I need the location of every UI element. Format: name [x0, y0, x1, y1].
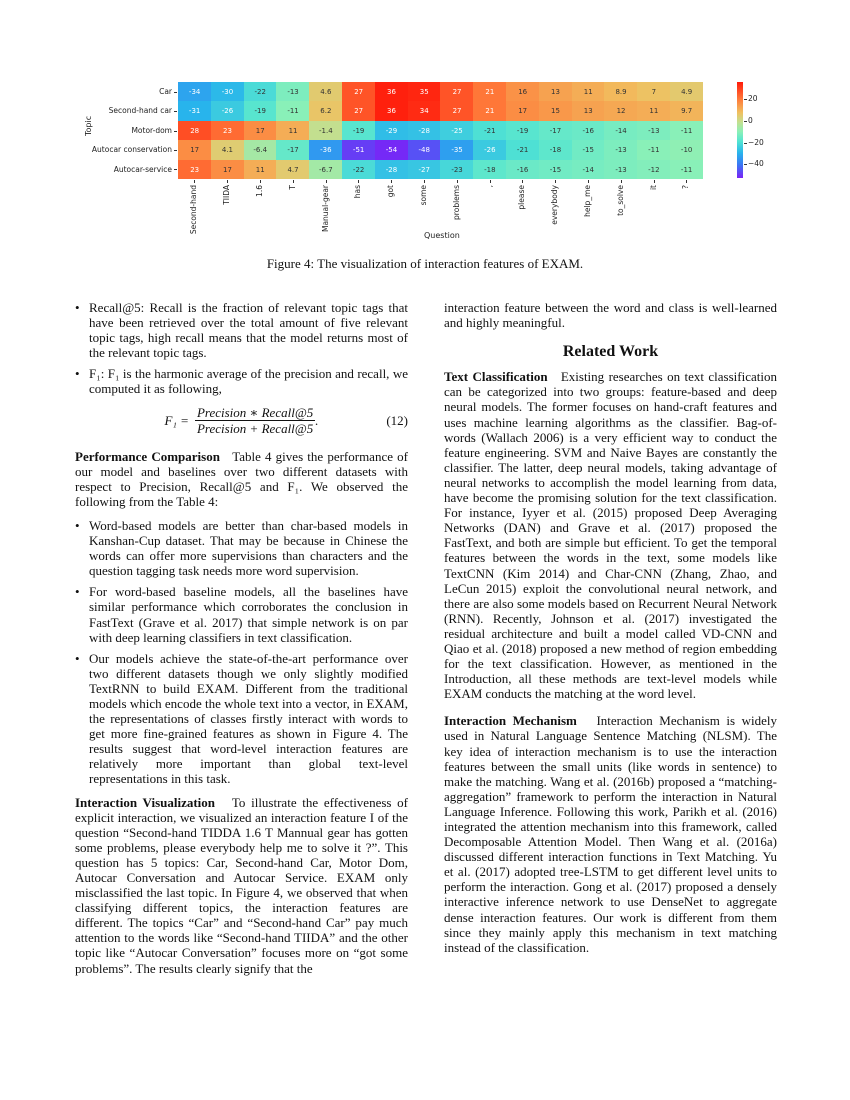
right-column	[444, 300, 777, 964]
column-label: everybody	[550, 185, 560, 225]
heatmap-cell: 27	[342, 82, 375, 102]
column-label: T	[287, 185, 297, 190]
heatmap-cell: -1.4	[309, 121, 342, 141]
column-label: TIIDA	[222, 185, 232, 205]
column-label: problems	[451, 185, 461, 220]
bullet-f1	[75, 366, 408, 396]
paragraph-text: Existing researches on text classification can be categorized into two groups: feature-based and deep neural models. The former focuses on hand-craft features and uses machine learning algorithms as the classifier. Bag-of-words (Wallach 2006) is a very efficient way to conduct the feature engineering. SVM and Naive Bayes are constantly the classifier. The latter, deep neural models, taking advantage of neural networks to accomplish the model learning from data, have become the promising solution for the text classification. For instance, Iyyer et al. (2015) proposed Deep Averaging Networks (DAN) and Grave et al. (2017) proposed the FastText, and both are simple but efficient. To get the temporal features between the words in the text, some models like TextCNN (Kim 2014) and Char-CNN (Zhang, Zhao, and LeCun 2015) exploit the convolutional neural network, and there are also some models based on Recurrent Neural Network (RNN). Recently, Johnson et al. (2017) investigated the residual architecture and built a model called VD-CNN and Qiao et al. (2018) proposed a new method of region embedding for the text classification. However, as mentioned in the Introduction, all these methods are text-level models while EXAM conducts the matching at the word level.	[444, 369, 777, 702]
column-label: 1.6	[255, 185, 264, 197]
column-tick	[621, 180, 622, 183]
heatmap-cell: -27	[408, 160, 441, 180]
column-tick	[194, 180, 195, 183]
visualization-paragraph	[75, 795, 408, 976]
heatmap-cell: -19	[506, 121, 539, 141]
interaction-mechanism-paragraph	[444, 713, 777, 955]
column-label: it	[648, 185, 658, 191]
heatmap-cell: 12	[604, 101, 637, 121]
heatmap-cell: 27	[342, 101, 375, 121]
column-tick	[686, 180, 687, 183]
bullet-text: For word-based baseline models, all the baselines have similar performance which corroborates the conclusion in FastText (Grave et al. 2017) that simple network is on par with deep learning classifiers in text classification.	[89, 584, 408, 645]
heatmap-cell: -6.4	[244, 140, 277, 160]
heatmap-cell: -21	[473, 121, 506, 141]
heatmap-cell: -22	[342, 160, 375, 180]
bullet-icon: •	[75, 517, 80, 533]
heatmap-cell: 7	[637, 82, 670, 102]
heatmap-cell: -13	[276, 82, 309, 102]
figure-caption: Figure 4: The visualization of interaction features of EXAM.	[266, 256, 584, 271]
heatmap-cell: 36	[375, 101, 408, 121]
column-tick	[588, 180, 589, 183]
column-tick	[522, 180, 523, 183]
heatmap-cell: -6.7	[309, 160, 342, 180]
bullet-text: Word-based models are better than char-based models in Kanshan-Cup dataset. That may be because in Chinese the words can offer more supervisions than characters and the question tagging task needs more word supervision.	[89, 517, 408, 579]
column-tick	[227, 180, 228, 183]
heatmap-cell: -28	[408, 121, 441, 141]
column-label: has	[353, 185, 363, 199]
bullet-icon: •	[75, 366, 80, 382]
heatmap-cell: -54	[375, 140, 408, 160]
heatmap-cell: 11	[276, 121, 309, 141]
heatmap-cell: -28	[375, 160, 408, 180]
heatmap-cell: -10	[670, 140, 703, 160]
heatmap-cell: 4.1	[211, 140, 244, 160]
heatmap-cell: -22	[244, 82, 277, 102]
equation-suffix: .	[315, 413, 319, 429]
heatmap-cell: 15	[539, 101, 572, 121]
heatmap-cell: -26	[211, 101, 244, 121]
heatmap-cell: -31	[178, 101, 211, 121]
heatmap-cell: -48	[408, 140, 441, 160]
column-tick	[260, 180, 261, 183]
row-label: Motor-dom	[131, 125, 172, 135]
heatmap-cell: 17	[244, 121, 277, 141]
heatmap-cell: 16	[506, 82, 539, 102]
colorbar-tick: −20	[748, 138, 764, 147]
heatmap-cell: -16	[572, 121, 605, 141]
heatmap-cell: 35	[408, 82, 441, 102]
heatmap-cell: -11	[276, 101, 309, 121]
bullet-icon: •	[75, 300, 80, 315]
continuation-paragraph: interaction feature between the word and class is well-learned and highly meaningful.	[444, 300, 777, 331]
row-label: Second-hand car	[108, 106, 172, 116]
heatmap-cell: -18	[539, 140, 572, 160]
paragraph-text: Table 4 gives the performance of our model and baselines over two different datasets with respect to Precision, Recall@5 and F₁. We observed the following from the Table 4:	[75, 448, 408, 509]
heatmap-cell: -11	[637, 140, 670, 160]
heatmap-cell: -13	[604, 160, 637, 180]
text-classification-paragraph	[444, 369, 777, 701]
run-in-heading: Interaction Mechanism	[444, 713, 577, 729]
heatmap-cell: -25	[440, 121, 473, 141]
heatmap-cell: -21	[506, 140, 539, 160]
paragraph-text: Interaction Mechanism is widely used in Natural Language Sentence Matching (NLSM). The key idea of interaction mechanism is to use the interaction features between the small units (like words in sentence) to make the matching. Wang et al. (2016b) proposed a “matching-aggregation” framework to perform the interaction in Natural Language Inference. Following this work, Parikh et al. (2016) integrated the attention mechanism into this framework, called Decomposable Attention Model. Then Wang et al. (2016a) discussed different interaction functions in Text Matching. Yu et al. (2017) adopted tree-LSTM to get different level units to perform the interaction. Gong et al. (2017) proposed a densely interactive inference network to use DenseNet to aggregate dense interaction features. Our work is different from them since they mainly apply this mechanism in text matching instead of the classification.	[444, 713, 777, 955]
column-tick	[358, 180, 359, 183]
colorbar-tick: 20	[748, 94, 758, 103]
column-tick	[391, 180, 392, 183]
heatmap-cell: -15	[539, 160, 572, 180]
heatmap-cell: 17	[178, 140, 211, 160]
heatmap-cell: 36	[375, 82, 408, 102]
run-in-heading: Performance Comparison	[75, 448, 220, 464]
heatmap-cell: -19	[342, 121, 375, 141]
x-axis-title: Question	[424, 231, 460, 240]
figure-4	[0, 0, 850, 280]
bullet-word-based	[75, 518, 408, 578]
paragraph-text: To illustrate the effectiveness of explicit interaction, we visualized an interaction feature I of the question “Second-hand TIDDA 1.6 T Mannual gear has gotten some problems, please everybody help me to solve it ?”. This question has 5 topics: Car, Second-hand Car, Motor Dom, Autocar Conversation and Autocar Service. EXAM only misclassified the last topic. In Figure 4, we observed that when classifying different topics, the interaction features are different. The topics “Car” and “Second-hand Car” pay much attention to the words like “Second-hand TIIDA” and the other topic like “Autocar Conversation” focuses more on “got some problems”. The results clearly signify that the	[75, 794, 408, 976]
column-label: ?	[681, 185, 691, 189]
heatmap-cell: -14	[604, 121, 637, 141]
bullet-our-models	[75, 651, 408, 787]
colorbar-tick: 0	[748, 116, 753, 125]
bullet-recall	[75, 300, 408, 360]
row-label: Car	[159, 87, 172, 96]
heatmap-cell: 21	[473, 82, 506, 102]
heatmap-cell: 21	[473, 101, 506, 121]
heatmap-cell: 6.2	[309, 101, 342, 121]
heatmap-cell: 23	[211, 121, 244, 141]
equation-numerator: Precision ∗ Recall@5	[196, 404, 314, 420]
section-title: Related Work	[562, 343, 659, 361]
bullet-icon: •	[75, 650, 80, 666]
column-label: ,	[484, 185, 494, 188]
heatmap-cell: -13	[637, 121, 670, 141]
heatmap-cell: -23	[440, 160, 473, 180]
heatmap-cell: 9.7	[670, 101, 703, 121]
column-tick	[490, 180, 491, 183]
heatmap-cell: 11	[244, 160, 277, 180]
heatmap-cell: -15	[572, 140, 605, 160]
heatmap-cell: -29	[375, 121, 408, 141]
column-label: Second-hand	[189, 185, 199, 235]
heatmap-cell: 13	[572, 101, 605, 121]
heatmap-cell: 11	[637, 101, 670, 121]
run-in-heading: Interaction Visualization	[75, 794, 216, 810]
row-tick	[174, 131, 177, 132]
heatmap-cell: -30	[211, 82, 244, 102]
equation-lhs: F₁ =	[164, 413, 189, 429]
heatmap-cell: 13	[539, 82, 572, 102]
heatmap-cell: 28	[178, 121, 211, 141]
heatmap-cell: 17	[506, 101, 539, 121]
column-tick	[326, 180, 327, 183]
row-tick	[174, 111, 177, 112]
heatmap-cell: 4.7	[276, 160, 309, 180]
colorbar	[737, 82, 743, 178]
column-label: please	[517, 185, 527, 210]
heatmap-cell: 4.9	[670, 82, 703, 102]
heatmap-cell: -34	[178, 82, 211, 102]
heatmap-cell: -11	[670, 160, 703, 180]
heatmap-cell: -17	[539, 121, 572, 141]
heatmap-cell: -13	[604, 140, 637, 160]
heatmap-cell: 4.6	[309, 82, 342, 102]
heatmap-cell: -18	[473, 160, 506, 180]
heatmap-cell: 34	[408, 101, 441, 121]
heatmap-cell: -16	[506, 160, 539, 180]
equation-fraction	[195, 405, 315, 436]
row-label: Autocar conservation	[91, 145, 172, 155]
bullet-baselines	[75, 584, 408, 644]
heatmap-cell: -12	[637, 160, 670, 180]
column-tick	[424, 180, 425, 183]
heatmap-cell: 11	[572, 82, 605, 102]
performance-paragraph	[75, 449, 408, 509]
heatmap-cell: -36	[309, 140, 342, 160]
heatmap-cell: -19	[244, 101, 277, 121]
bullet-text: Recall@5: Recall is the fraction of relevant topic tags that have been retrieved over the total amount of five relevant topic tags, high recall means that the model returns most of the relevant topic tags.	[89, 300, 408, 361]
heatmap-cell: 17	[211, 160, 244, 180]
column-tick	[293, 180, 294, 183]
bullet-text: Our models achieve the state-of-the-art performance over two different datasets though we only slightly modified TextRNN to build EXAM. Different from the traditional models which encode the whole text into a vector, in EXAM, the representations of classes firstly interact with words to get more fine-grained features as shown in Figure 4. The results suggest that word-level interaction features are relatively more important than global text-level representations in this task.	[89, 650, 408, 787]
heatmap-cell: -14	[572, 160, 605, 180]
equation-denominator: Precision + Recall@5	[196, 421, 314, 437]
row-tick	[174, 169, 177, 170]
row-tick	[174, 150, 177, 151]
bullet-text: F₁: F₁ is the harmonic average of the precision and recall, we computed it as following,	[89, 366, 408, 397]
heatmap-cell: 8.9	[604, 82, 637, 102]
run-in-heading: Text Classification	[444, 369, 548, 385]
column-label: help_me	[583, 185, 592, 217]
bullet-icon: •	[75, 584, 80, 600]
column-label: Manual-gear	[320, 185, 330, 233]
column-tick	[654, 180, 655, 183]
equation-number: (12)	[386, 413, 408, 429]
heatmap-cell: -51	[342, 140, 375, 160]
column-label: got	[386, 185, 396, 198]
column-tick	[457, 180, 458, 183]
column-label: to_solve	[615, 185, 625, 216]
row-tick	[174, 92, 177, 93]
y-axis-title: Topic	[84, 115, 93, 136]
heatmap-cell: -17	[276, 140, 309, 160]
heatmap-cell: 27	[440, 82, 473, 102]
heatmap-cell: 27	[440, 101, 473, 121]
left-column	[75, 300, 408, 985]
heatmap-cell: 23	[178, 160, 211, 180]
column-label: some	[419, 185, 428, 206]
heatmap-cell: -26	[473, 140, 506, 160]
equation-12	[75, 403, 408, 439]
heatmap-cell: -11	[670, 121, 703, 141]
colorbar-tick: −40	[748, 159, 764, 168]
column-tick	[555, 180, 556, 183]
row-label: Autocar-service	[113, 164, 172, 174]
heatmap-cell: -35	[440, 140, 473, 160]
